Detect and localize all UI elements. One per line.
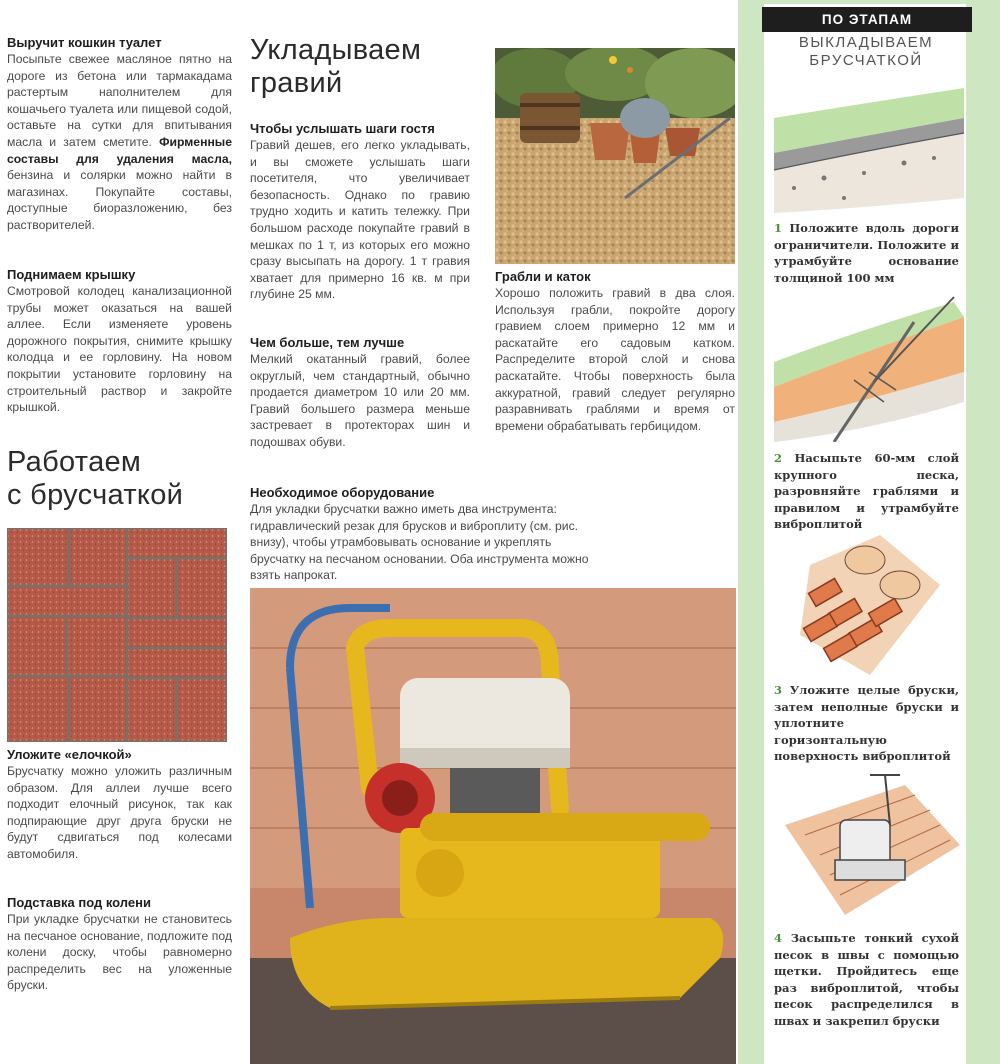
section-title: Грабли и каток [495,269,591,284]
step-number: 3 [774,683,783,697]
step-tag: ПО ЭТАПАМ [762,7,972,32]
section-title: Поднимаем крышку [7,267,136,282]
step-4-illustration [785,765,960,925]
section-hear-guest [250,120,470,303]
section-text: Посыпьте свежее масляное пятно на дороге из бетона или тармакадама растертым наполнителем для кошачьего туалета или пищевой содой, оставьте на сутки для впитывания масла и затем сметите. [7,52,232,149]
section-rake-roller [495,268,735,434]
heading-gravel: Укладываем гравий [250,34,422,99]
section-text: Мелкий окатанный гравий, более округлый, чем стандартный, обычно продается диаметром 10 или 20 мм. Гравий большего размера меньше застревает в протекторах шин и подошвах обуви. [250,352,470,449]
section-title: Чтобы услышать шаги гостя [250,121,435,136]
step-text: Уложите целые бруски, затем неполные бруски и уплотните горизонтальную поверхность виброплитой [774,683,959,763]
step-number: 4 [774,931,783,945]
section-text: Смотровой колодец канализационной трубы может оказаться на вашей аллее. Если изменяете уровень дорожного покрытия, снимите крышку колодца и ее горловину. На новом покрытии установите горловину на строительный раствор и закройте крышкой. [7,284,232,415]
section-cat-litter [7,34,232,234]
section-equipment [250,484,600,584]
step-number: 1 [774,221,783,235]
section-manhole [7,266,232,416]
section-text: Брусчатку можно уложить различным образом. Для аллеи лучше всего подходит елочный рисунок, так как подпирающие друг друга бруски не будут сдвигаться под колесами автомобиля. [7,764,232,861]
section-title: Уложите «елочкой» [7,747,132,762]
heading-paving: Работаем с брусчаткой [7,446,184,511]
step-text: Насыпьте 60-мм слой крупного песка, разровняйте граблями и правилом и утрамбуйте виброплитой [774,451,959,531]
section-text-2: бензина и солярки можно найти в магазинах. Покупайте составы, доступные биоразложению, без растворителей. [7,168,232,232]
step-4 [774,930,959,1029]
bold-lead: Фирменные составы для удаления масла, [7,134,232,166]
section-title: Чем больше, тем лучше [250,335,405,350]
gravel-garden-photo [495,48,735,264]
step-3 [774,682,959,765]
step-3-illustration [790,525,960,675]
step-2-illustration [774,292,964,442]
step-2 [774,450,959,533]
section-text: Для укладки брусчатки важно иметь два инструмента: гидравлический резак для брусков и виброплиту (см. рис. внизу), чтобы утрамбовывать основание и укреплять брусчатку на песчаном основании. Оба инструмента можно взять напрокат. [250,502,589,583]
step-text: Засыпьте тонкий сухой песок в швы с помощью щетки. Пройдитесь еще раз виброплитой, чтобы песок распределился в швах и закрепил бруски [774,931,959,1028]
section-title: Необходимое оборудование [250,485,435,500]
step-text: Положите вдоль дороги ограничители. Положите и утрамбуйте основание толщиной 100 мм [774,221,959,285]
section-title: Выручит кошкин туалет [7,35,162,50]
sidebar-title: ВЫКЛАДЫВАЕМ БРУСЧАТКОЙ [798,34,934,69]
step-1-illustration [774,78,964,213]
step-number: 2 [774,451,783,465]
step-1 [774,220,959,286]
section-herringbone [7,746,232,863]
section-bigger-better [250,334,470,451]
section-text: Хорошо положить гравий в два слоя. Используя грабли, покройте дорогу гравием слоем примерно 12 мм и раскатайте его садовым катком. Распределите второй слой и снова раскатайте. Чтобы поверхность была аккуратной, гравий следует регулярно разравнивать граблями и время от времени обрабатывать гербицидом. [495,286,735,433]
section-title: Подставка под колени [7,895,151,910]
section-knee-board [7,894,232,994]
plate-compactor-photo [250,588,736,1064]
section-text: Гравий дешев, его легко укладывать, и вы сможете услышать шаги посетителя, что увеличивает безопасность. Однако по гравию трудно ходить и катить тележку. При большом расходе покупайте гравий в мешках по 1 т, из которых его можно сразу высыпать на дорогу. 1 т гравия хватает для примерно 16 кв. м при глубине 25 мм. [250,138,470,302]
herringbone-paving-photo [7,528,227,742]
section-text: При укладке брусчатки не становитесь на песчаное основание, подложите под колени доску, чтобы равномерно распределить вес на уложенные бруски. [7,912,232,993]
